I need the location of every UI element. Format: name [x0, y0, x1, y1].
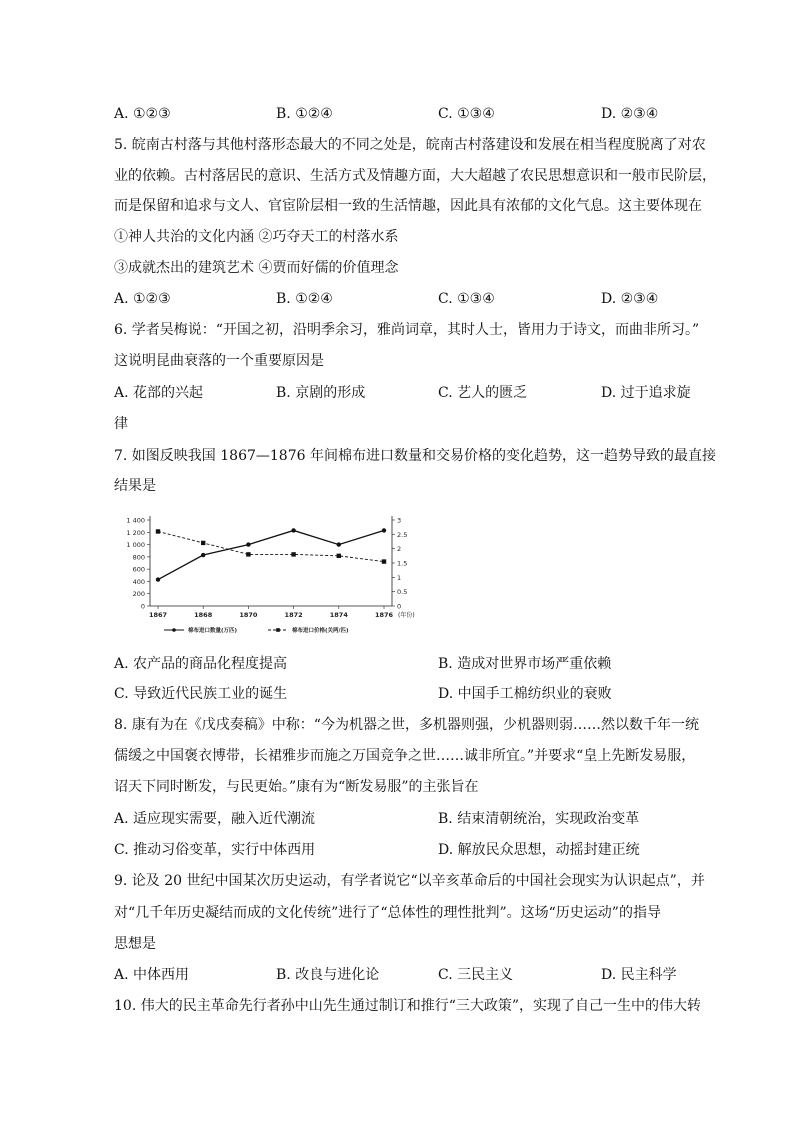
- q8-option-a: A. 适应现实需要，融入近代潮流: [114, 811, 316, 827]
- x-tick-label: 1870: [239, 611, 258, 619]
- q5-item-line-1: ①神人共治的文化内涵 ②巧夺天工的村落水系: [114, 229, 399, 245]
- left-tick-label: 0: [140, 602, 145, 611]
- q9-option-b: B. 改良与进化论: [276, 967, 380, 983]
- q6-option-b: B. 京剧的形成: [276, 385, 366, 401]
- q9-option-c: C. 三民主义: [438, 967, 514, 983]
- x-tick-label: 1876: [374, 611, 394, 619]
- q5-option-d: D. ②③④: [601, 291, 659, 307]
- q9-stem-line-2: 对“几千年历史凝结而成的文化传统”进行了“总体性的理性批判”。这场“历史运动”的指导: [114, 905, 661, 921]
- q5-option-a: A. ①②③: [114, 291, 171, 307]
- q6-stem-line-2: 这说明昆曲衰落的一个重要原因是: [114, 353, 324, 369]
- q10-stem-line-1: 10. 伟大的民主革命先行者孙中山先生通过制订和推行“三大政策”，实现了自己一生中的伟大转: [114, 998, 702, 1014]
- right-tick-label: 3: [397, 516, 402, 525]
- left-y-axis: [126, 516, 150, 611]
- x-tick-label: 1874: [329, 611, 348, 619]
- x-tick-label: 1872: [284, 611, 303, 619]
- right-tick-label: 0: [397, 602, 402, 611]
- q4-option-b: B. ①②④: [276, 106, 333, 122]
- q9-option-a: A. 中体西用: [114, 967, 190, 983]
- left-tick-label: 1 200: [126, 528, 145, 537]
- chart-legend: [164, 626, 349, 634]
- legend-marker-1: [172, 628, 176, 632]
- q7-option-a: A. 农产品的商品化程度提高: [114, 656, 288, 672]
- q8-option-b: B. 结束清朝统治，实现政治变革: [438, 811, 640, 827]
- q5-stem-line-1: 5. 皖南古村落与其他村落形态最大的不同之处是，皖南古村落建设和发展在相当程度脱离了对农: [114, 137, 706, 153]
- q5-option-b: B. ①②④: [276, 291, 333, 307]
- series-2-point: [201, 541, 205, 545]
- series-2-point: [156, 529, 160, 533]
- x-axis: [149, 606, 415, 619]
- right-tick-label: 2.5: [397, 530, 408, 539]
- q6-stem-line-1: 6. 学者吴梅说：“开国之初，沿明季余习，雅尚词章，其时人士，皆用力于诗文，而曲非所习。”: [114, 322, 700, 338]
- q6-option-c: C. 艺人的匮乏: [438, 385, 528, 401]
- right-y-axis: [392, 516, 407, 611]
- q4-option-a: A. ①②③: [114, 106, 171, 122]
- q7-stem-line-2: 结果是: [114, 478, 156, 494]
- q8-stem-line-3: 诏天下同时断发，与民更始。”康有为“断发易服”的主张旨在: [114, 779, 479, 795]
- q5-stem-line-3: 而是保留和追求与文人、官宦阶层相一致的生活情趣，因此具有浓郁的文化气息。这主要体现在: [114, 198, 702, 214]
- x-unit-label: (年份): [398, 612, 415, 619]
- q5-stem-line-2: 业的依赖。古村落居民的意识、生活方式及情趣方面，大大超越了农民思想意识和一般市民阶层，: [114, 168, 716, 184]
- q8-stem-line-2: 儒缓之中国褒衣博带，长裙雅步而施之万国竞争之世……诚非所宜。”并要求“皇上先断发易服，: [114, 748, 696, 764]
- q6-option-d: D. 过于追求旋: [601, 385, 691, 401]
- legend-marker-2: [276, 628, 280, 632]
- series-1-point: [291, 528, 295, 532]
- right-tick-label: 1.5: [397, 559, 408, 568]
- series-layer: [156, 528, 386, 582]
- legend-label-1: 棉布进口数量(万匹): [188, 628, 238, 634]
- q7-option-c: C. 导致近代民族工业的诞生: [114, 686, 288, 702]
- left-tick-label: 800: [132, 553, 145, 562]
- series-line-1: [158, 530, 384, 579]
- left-tick-label: 200: [132, 590, 145, 599]
- q9-stem-line-1: 9. 论及 20 世纪中国某次历史运动，有学者说它“以辛亥革命后的中国社会现实为认识起点”，并: [114, 873, 705, 889]
- q9-option-d: D. 民主科学: [601, 967, 677, 983]
- series-1-point: [201, 553, 205, 557]
- q9-stem-line-3: 思想是: [114, 936, 156, 952]
- left-tick-label: 400: [132, 577, 145, 586]
- q5-option-c: C. ①③④: [438, 291, 495, 307]
- series-1-point: [337, 542, 341, 546]
- q8-stem-line-1: 8. 康有为在《戊戌奏稿》中称：“今为机器之世，多机器则强，少机器则弱……然以数千年一统: [114, 717, 699, 733]
- left-tick-label: 1 400: [126, 516, 145, 525]
- series-1-point: [382, 528, 386, 532]
- x-tick-label: 1868: [194, 611, 213, 619]
- left-tick-label: 600: [132, 565, 145, 574]
- q6-option-d-wrap: 律: [114, 416, 128, 432]
- right-tick-label: 2: [397, 545, 402, 554]
- series-line-2: [158, 531, 384, 561]
- q6-option-a: A. 花部的兴起: [114, 385, 204, 401]
- right-tick-label: 0.5: [397, 588, 408, 597]
- q4-option-d: D. ②③④: [601, 106, 659, 122]
- series-1-point: [156, 577, 160, 581]
- legend-label-2: 棉布进口价格(关两/匹): [292, 628, 349, 634]
- q7-option-d: D. 中国手工棉纺织业的衰败: [438, 686, 612, 702]
- series-2-point: [291, 552, 295, 556]
- q8-option-c: C. 推动习俗变革，实行中体西用: [114, 842, 316, 858]
- cotton-import-chart: [112, 506, 415, 642]
- q4-option-c: C. ①③④: [438, 106, 495, 122]
- series-2-point: [337, 554, 341, 558]
- series-2-point: [382, 559, 386, 563]
- q8-option-d: D. 解放民众思想，动摇封建正统: [438, 842, 640, 858]
- x-tick-label: 1867: [148, 611, 168, 619]
- left-tick-label: 1 000: [126, 541, 145, 550]
- q7-stem-line-1: 7. 如图反映我国 1867—1876 年间棉布进口数量和交易价格的变化趋势，这一趋势导致的最直接: [114, 448, 716, 464]
- q7-option-b: B. 造成对世界市场严重依赖: [438, 656, 612, 672]
- q5-item-line-2: ③成就杰出的建筑艺术 ④贾而好儒的价值理念: [114, 260, 399, 276]
- series-1-point: [246, 542, 250, 546]
- right-tick-label: 1: [397, 573, 402, 582]
- series-2-point: [246, 552, 250, 556]
